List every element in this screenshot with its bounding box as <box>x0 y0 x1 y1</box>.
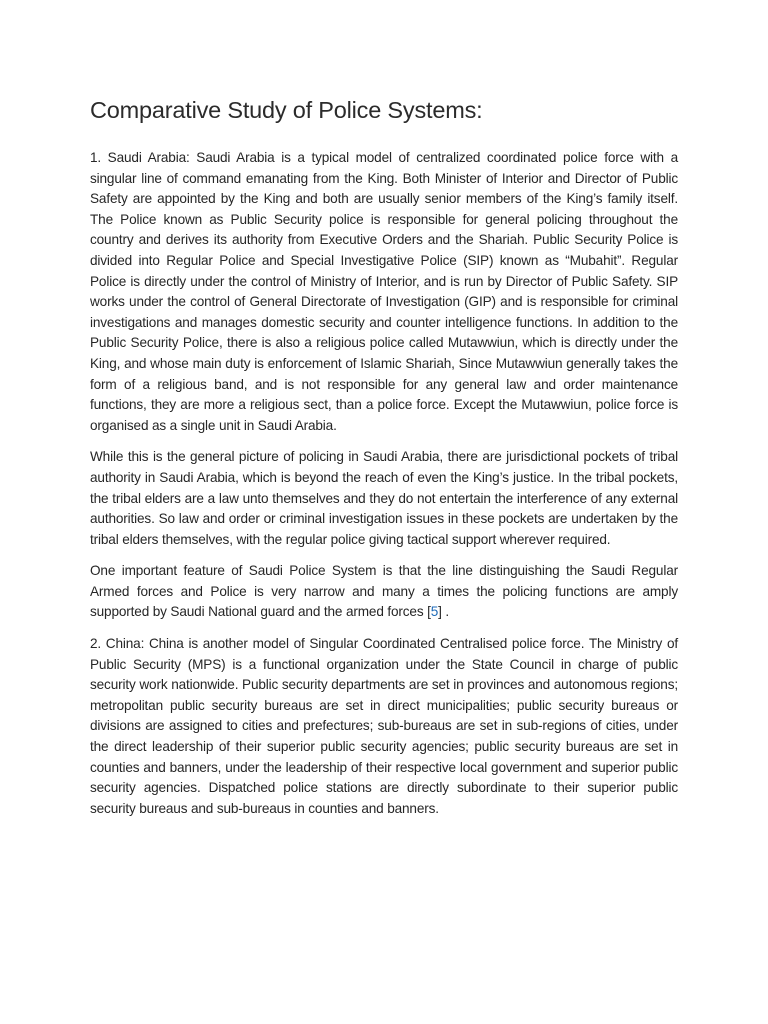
reference-link[interactable]: 5 <box>430 604 439 620</box>
paragraph-china: 2. China: China is another model of Singular Coordinated Centralised police force. The Ministry of Public Security (MPS) is a functional organization under the State Council in charge of public security work nationwide. Public security departments are set in provinces and autonomous regions; metropolitan public security bureaus are set in direct municipalities; public security bureaus or divisions are assigned to cities and prefectures; sub-bureaus are set in sub-regions of cities, under the direct leadership of their superior public security agencies; public security bureaus are set in counties and banners, under the leadership of their respective local government and superior public security agencies. Dispatched police stations are directly subordinate to their superior public security bureaus and sub-bureaus in counties and banners. <box>90 636 678 816</box>
page-title: Comparative Study of Police Systems: <box>90 97 483 123</box>
paragraph-text-before: One important feature of Saudi Police System is that the line distinguishing the Saudi Regular Armed forces and Police is very narrow and many a times the policing functions are amply supported by Saudi National guard and the armed forces [ <box>90 563 678 620</box>
paragraph-text-after: ] . <box>438 604 450 620</box>
paragraph-tribal-authority: While this is the general picture of policing in Saudi Arabia, there are jurisdictional pockets of tribal authority in Saudi Arabia, which is beyond the reach of even the King’s justice. In the tribal pockets, the tribal elders are a law unto themselves and they do not entertain the interference of any external authorities. So law and order or criminal investigation issues in these pockets are undertaken by the tribal elders themselves, with the regular police giving tactical support wherever required. <box>90 449 678 547</box>
paragraph-saudi-police-feature <box>90 561 678 623</box>
document-page <box>90 94 678 830</box>
paragraph-saudi-arabia: 1. Saudi Arabia: Saudi Arabia is a typical model of centralized coordinated police force with a singular line of command emanating from the King. Both Minister of Interior and Director of Public Safety are appointed by the King and both are usually senior members of the King’s family itself. The Police known as Public Security police is responsible for general policing throughout the country and derives its authority from Executive Orders and the Shariah. Public Security Police is divided into Regular Police and Special Investigative Police (SIP) known as “Mubahit”. Regular Police is directly under the control of Ministry of Interior, and is run by Director of Public Safety. SIP works under the control of General Directorate of Investigation (GIP) and is responsible for criminal investigations and manages domestic security and counter intelligence functions. In addition to the Public Security Police, there is also a religious police called Mutawwiun, which is directly under the King, and whose main duty is enforcement of Islamic Shariah, Since Mutawwiun generally takes the form of a religious band, and is not responsible for any general law and order maintenance functions, they are more a religious sect, than a police force. Except the Mutawwiun, police force is organised as a single unit in Saudi Arabia. <box>90 150 678 433</box>
